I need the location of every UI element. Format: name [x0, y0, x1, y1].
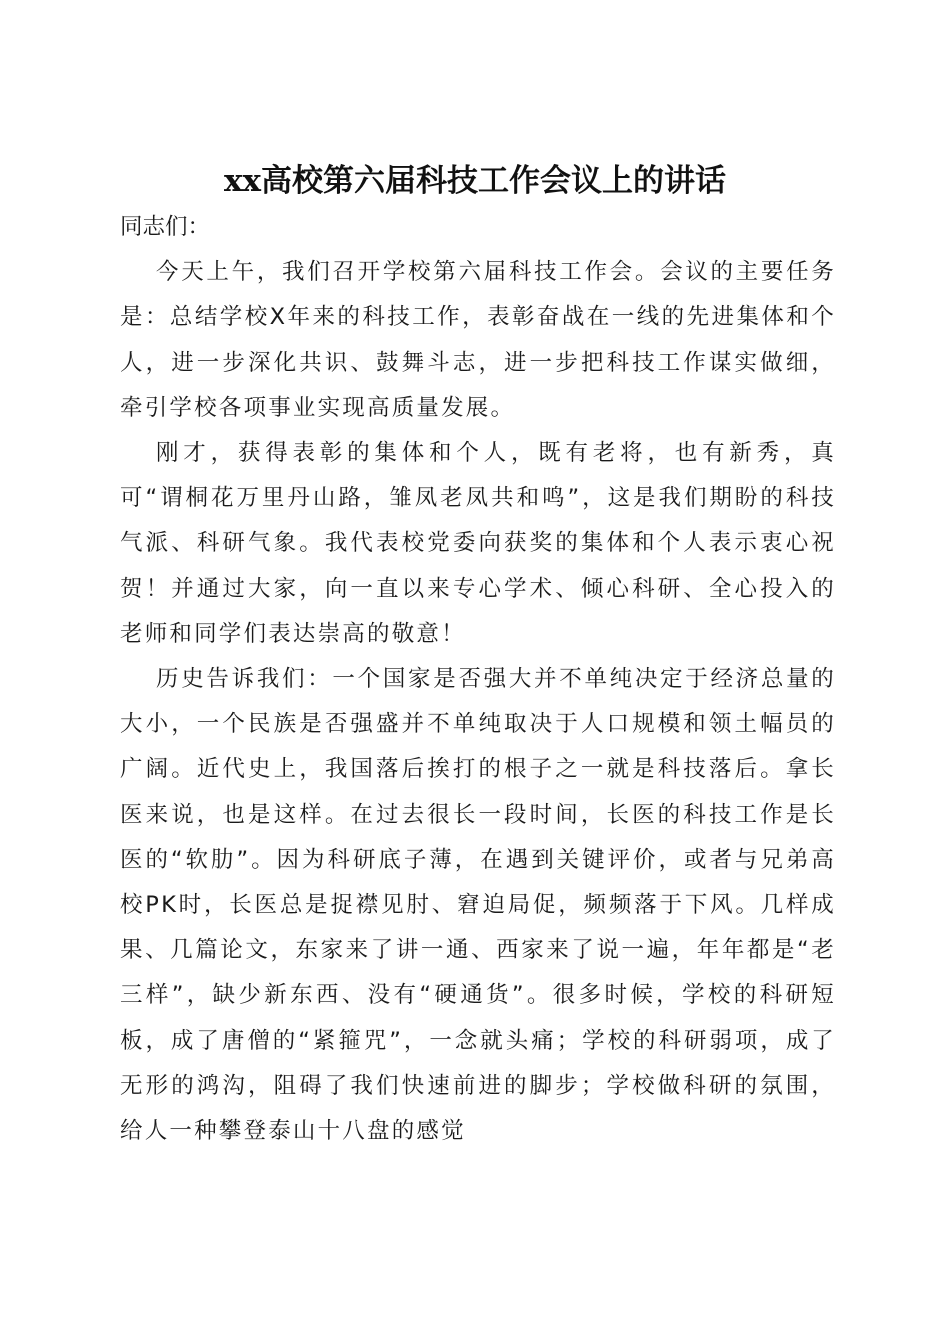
paragraph-1: 今天上午，我们召开学校第六届科技工作会。会议的主要任务是：总结学校X年来的科技工作，表彰奋战在一线的先进集体和个人，进一步深化共识、鼓舞斗志，进一步把科技工作谋实做细，牵引学校各项事业实现高质量发展。	[120, 259, 836, 421]
document-body	[120, 205, 836, 1154]
document-title: xx高校第六届科技工作会议上的讲话	[224, 162, 726, 199]
paragraph-3: 历史告诉我们：一个国家是否强大并不单纯决定于经济总量的大小，一个民族是否强盛并不单纯取决于人口规模和领土幅员的广阔。近代史上，我国落后挨打的根子之一就是科技落后。拿长医来说，也是这样。在过去很长一段时间，长医的科技工作是长医的“软肋”。因为科研底子薄，在遇到关键评价，或者与兄弟高校PK时，长医总是捉襟见肘、窘迫局促，频频落于下风。几样成果、几篇论文，东家来了讲一通、西家来了说一遍，年年都是“老三样”，缺少新东西、没有“硬通货”。很多时候，学校的科研短板，成了唐僧的“紧箍咒”，一念就头痛；学校的科研弱项，成了无形的鸿沟，阻碍了我们快速前进的脚步；学校做科研的氛围，给人一种攀登泰山十八盘的感觉	[120, 666, 836, 1145]
salutation: 同志们：	[120, 214, 211, 240]
paragraph-2: 刚才，获得表彰的集体和个人，既有老将，也有新秀，真可“谓桐花万里丹山路，雏凤老凤共和鸣”，这是我们期盼的科技气派、科研气象。我代表校党委向获奖的集体和个人表示衷心祝贺！并通过大家，向一直以来专心学术、倾心科研、全心投入的老师和同学们表达崇高的敬意！	[120, 440, 836, 647]
